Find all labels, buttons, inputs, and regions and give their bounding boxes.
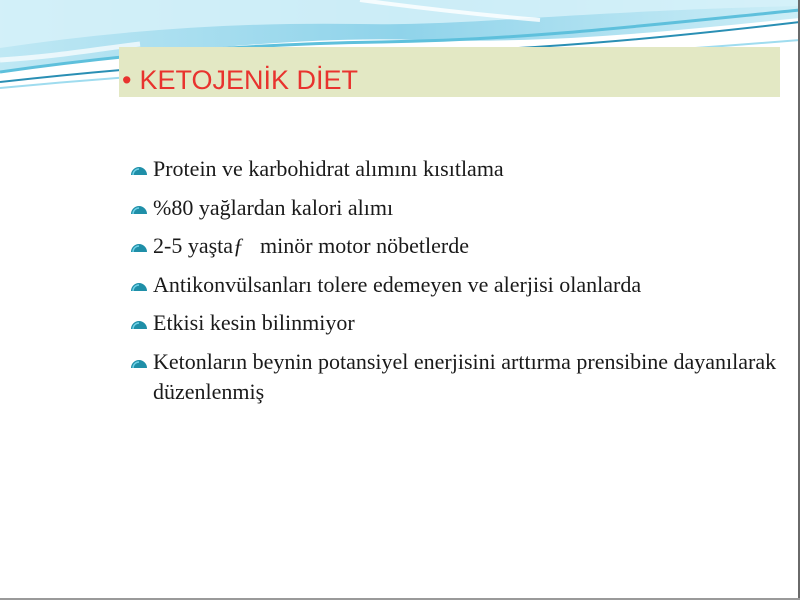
list-item-text: Antikonvülsanları tolere edemeyen ve alerjisi olanlarda [153,271,642,297]
half-disc-bullet-icon [130,162,148,176]
title-bullet: • [122,65,132,95]
list-item [128,347,788,407]
list-item-text: Etkisi kesin bilinmiyor [153,310,355,335]
slide-title-text: KETOJENİK DİET [139,65,358,95]
half-disc-bullet-icon [130,316,148,330]
half-disc-bullet-icon [130,201,148,215]
list-item-text-part: 2-5 yaşta [153,233,234,258]
half-disc-bullet-icon [130,278,148,292]
list-item [128,270,788,300]
list-item [128,231,788,261]
list-item-text: Ketonların beynin potansiyel enerjisini arttırma prensibine dayanılarak düzenlenmiş [153,348,777,404]
half-disc-bullet-icon [130,239,148,253]
list-item [128,154,788,184]
list-item-text-part: minör motor nöbetlerde [260,233,469,258]
slide-title [122,64,358,96]
symbol-f: ƒ [233,233,245,258]
half-disc-bullet-icon [130,355,148,369]
list-item [128,308,788,338]
list-item-text: Protein ve karbohidrat alımını kısıtlama [153,156,504,181]
list-item [128,193,788,223]
list-item-text: %80 yağlardan kalori alımı [153,194,394,220]
bullet-list [128,154,788,415]
